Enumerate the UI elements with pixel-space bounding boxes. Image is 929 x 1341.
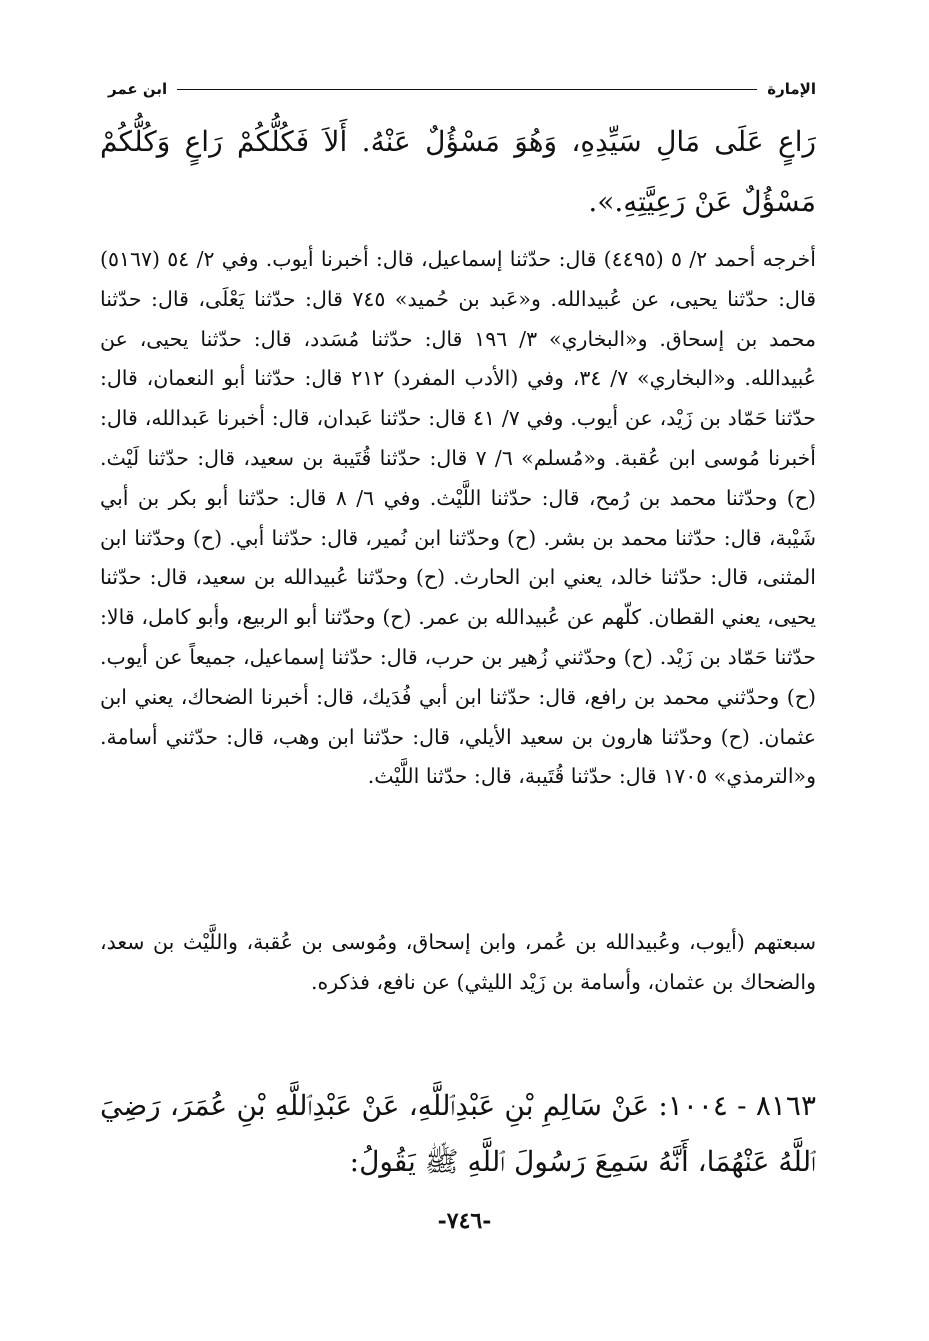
hadith-text-continued: رَاعٍ عَلَى مَالِ سَيِّدِهِ، وَهُوَ مَسْؤُلٌ عَنْهُ. أَلاَ فَكُلُّكُمْ رَاعٍ وَكُلُّكُمْ مَسْؤُلٌ عَنْ رَعِيَّتِهِ.». [100, 125, 816, 218]
header-narrator: ابن عمر [108, 80, 168, 98]
header-section-title: الإمارة [767, 80, 816, 98]
next-hadith-text: ٨١٦٣ - ١٠٠٤: عَنْ سَالِمِ بْنِ عَبْدِٱللَّهِ، عَنْ عَبْدِٱللَّهِ بْنِ عُمَرَ، رَضِيَ ٱللَّهُ عَنْهُمَا، أَنَّهُ سَمِعَ رَسُولَ ٱللَّهِ ﷺ يَقُولُ: [100, 1089, 816, 1178]
takhrij-paragraph: أخرجه أحمد ٢/ ٥ (٤٤٩٥) قال: حدّثنا إسماعيل، قال: أخبرنا أيوب. وفي ٢/ ٥٤ (٥١٦٧) قال: حدّثنا يحيى، عن عُبيدالله. و«عَبد بن حُميد» ٧٤٥ قال: حدّثنا يَعْلَى، قال: حدّثنا محمد بن إسحاق. و«البخاري» ٣/ ١٩٦ قال: حدّثنا مُسَدد، قال: حدّثنا يحيى، عن عُبيدالله. و«البخاري» ٧/ ٣٤، وفي (الأدب المفرد) ٢١٢ قال: حدّثنا أبو النعمان، قال: حدّثنا حَمّاد بن زَيْد، عن أيوب. وفي ٧/ ٤١ قال: حدّثنا عَبدان، قال: أخبرنا عَبدالله، قال: أخبرنا مُوسى ابن عُقبة. و«مُسلم» ٦/ ٧ قال: حدّثنا قُتَيبة بن سعيد، قال: حدّثنا لَيْث. (ح) وحدّثنا محمد بن رُمح، قال: حدّثنا اللَّيْث. وفي ٦/ ٨ قال: حدّثنا أبو بكر بن أبي شَيْبة، قال: حدّثنا محمد بن بشر. (ح) وحدّثنا ابن نُمير، قال: حدّثنا أبي. (ح) وحدّثنا ابن المثنى، قال: حدّثنا خالد، يعني ابن الحارث. (ح) وحدّثنا عُبيدالله بن سعيد، قال: حدّثنا يحيى، يعني القطان. كلّهم عن عُبيدالله بن عمر. (ح) وحدّثنا أبو الربيع، وأبو كامل، قالا: حدّثنا حَمّاد بن زَيْد. (ح) وحدّثني زُهير بن حرب، قال: حدّثنا إسماعيل، جميعاً عن أيوب. (ح) وحدّثني محمد بن رافع، قال: حدّثنا ابن أبي فُدَيك، قال: أخبرنا الضحاك، يعني ابن عثمان. (ح) وحدّثنا هارون بن سعيد الأيلي، قال: حدّثنا ابن وهب، قال: حدّثني أسامة. و«الترمذي» ١٧٠٥ قال: حدّثنا قُتَيبة، قال: حدّثنا اللَّيْث. [100, 247, 817, 789]
running-header [108, 78, 816, 100]
header-rule [177, 89, 757, 90]
page-number: -٧٤٦- [437, 1208, 492, 1234]
summary-paragraph: سبعتهم (أيوب، وعُبيدالله بن عُمر، وابن إسحاق، ومُوسى بن عُقبة، واللَّيْث بن سعد، والضحاك بن عثمان، وأسامة بن زَيْد الليثي) عن نافع، فذكره. [100, 930, 816, 994]
